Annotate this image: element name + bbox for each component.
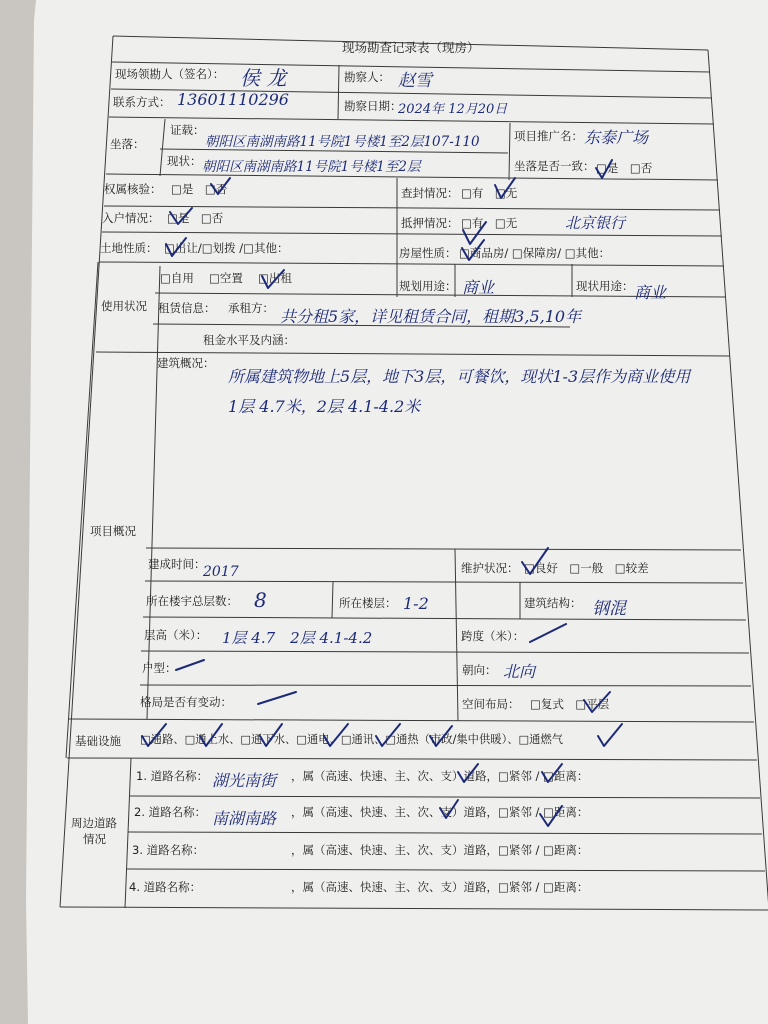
mortgage-options[interactable]: □有 □无 (461, 216, 518, 230)
consistent-label: 坐落是否一致： (514, 159, 595, 173)
tenant-label: 承租方： (228, 301, 274, 315)
road-3-name-label: 3. 道路名称： (132, 843, 205, 857)
date-value: 2024年 12月20日 (398, 102, 508, 117)
cert-label: 证载： (170, 123, 205, 137)
surveyor-signature: 侯 龙 (240, 66, 287, 90)
entry-options[interactable]: □是 □否 (167, 211, 224, 225)
tenant-value: 共分租5家，详见租赁合同，租期3,5,10年 (280, 307, 582, 326)
consistent-options[interactable]: □是 □否 (596, 161, 653, 175)
orient-value: 北向 (503, 662, 536, 681)
contact-value: 13601110296 (177, 90, 289, 109)
ownership-options[interactable]: □是 □否 (171, 182, 228, 196)
actual-label: 现状： (167, 154, 202, 168)
house-options[interactable]: □商品房/ □保障房/ □其他： (459, 246, 611, 260)
built-label: 建成时间： (148, 557, 206, 571)
roads-label-2: 情况 (83, 832, 106, 846)
road-1-name-value: 湖光南街 (212, 771, 277, 790)
space-options[interactable]: □复式 □平层 (530, 697, 610, 711)
road-3-type[interactable]: ，属（高速、快速、主、次、支）道路，□紧邻 / □距离： (291, 843, 589, 857)
maint-label: 维护状况： (461, 561, 519, 575)
building-desc-line-1: 所属建筑物地上5层，地下3层，可餐饮，现状1-3层作为商业使用 (228, 367, 691, 386)
height-label: 层高（米）： (144, 628, 208, 642)
inspector-signature: 赵雪 (398, 71, 432, 91)
usage-options[interactable]: □自用 □空置 □出租 (160, 271, 292, 285)
road-4-type[interactable]: ，属（高速、快速、主、次、支）道路，□紧邻 / □距离： (291, 880, 589, 894)
structure-value: 钢混 (592, 599, 626, 619)
seal-options[interactable]: □有 □无 (461, 186, 518, 200)
actual-value: 朝阳区南湖南路11号院1号楼1至2层 (202, 159, 421, 175)
promo-value: 东泰广场 (584, 128, 649, 147)
plan-label: 规划用途： (399, 279, 457, 293)
date-label: 勘察日期： (344, 99, 402, 113)
entry-label: 入户情况： (102, 211, 160, 225)
seal-label: 查封情况： (401, 186, 459, 200)
mortgage-label: 抵押情况： (401, 216, 459, 230)
plan-value: 商业 (462, 278, 495, 297)
rent-label: 租金水平及内涵： (203, 333, 295, 347)
height-value: 1层 4.7 2层 4.1-4.2 (222, 629, 373, 647)
layout-label: 格局是否有变动： (140, 695, 232, 709)
building-label: 建筑概况： (157, 356, 215, 370)
road-1-type[interactable]: ，属（高速、快速、主、次、支）道路，□紧邻 / □距离： (291, 769, 589, 783)
infra-label: 基础设施 (75, 734, 121, 748)
surveyor-label: 现场领勘人（签名）： (115, 67, 225, 81)
span-label: 跨度（米）： (461, 629, 525, 643)
cert-value: 朝阳区南湖南路11号院1号楼1至2层107-110 (205, 134, 480, 150)
floor-value: 1-2 (403, 594, 429, 613)
maint-options[interactable]: □良好 □一般 □较差 (524, 561, 649, 575)
land-options[interactable]: □出让/□划拨 /□其他： (164, 241, 289, 255)
promo-label: 项目推广名： (514, 129, 583, 143)
road-1-name-label: 1. 道路名称： (136, 769, 209, 783)
floor-label: 所在楼层： (339, 596, 397, 610)
floors-label: 所在楼宇总层数： (146, 594, 238, 608)
road-2-name-value: 南湖南路 (212, 809, 277, 828)
mortgage-bank: 北京银行 (565, 214, 626, 232)
floors-value: 8 (254, 588, 267, 612)
usage-label: 使用状况 (101, 299, 147, 313)
built-value: 2017 (203, 564, 239, 580)
road-2-type[interactable]: ，属（高速、快速、主、次、支）道路，□紧邻 / □距离： (291, 805, 589, 819)
form-title: 现场勘查记录表（现房） (342, 40, 480, 55)
current-value: 商业 (634, 283, 667, 302)
land-label: 土地性质： (100, 241, 158, 255)
location-label: 坐落： (110, 137, 145, 151)
ownership-label: 权属核验： (104, 182, 162, 196)
space-label: 空间布局： (462, 697, 520, 711)
lease-label: 租赁信息： (158, 301, 216, 315)
road-2-name-label: 2. 道路名称： (134, 805, 207, 819)
roads-label: 周边道路 (71, 816, 117, 830)
contact-label: 联系方式： (113, 95, 171, 109)
current-label: 现状用途： (576, 279, 634, 293)
orient-label: 朝向： (462, 663, 497, 677)
inspector-label: 勘察人： (344, 70, 390, 84)
road-4-name-label: 4. 道路名称： (129, 880, 202, 894)
structure-label: 建筑结构： (524, 596, 582, 610)
building-desc-line-2: 1层 4.7米，2层 4.1-4.2米 (228, 397, 421, 416)
house-label: 房屋性质： (399, 246, 457, 260)
infra-options[interactable]: □通路、□通上水、□通下水、□通电、□通讯、□通热（市政/集中供暖）、□通燃气 (140, 733, 564, 746)
project-label: 项目概况 (90, 524, 136, 538)
type-label: 户型： (142, 661, 177, 675)
